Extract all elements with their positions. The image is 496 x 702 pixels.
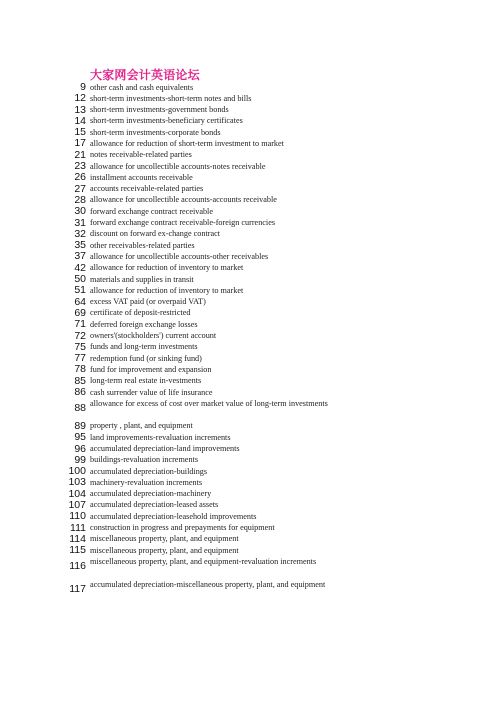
line-number: 51 bbox=[74, 284, 86, 297]
list-item bbox=[0, 477, 496, 488]
line-number: 50 bbox=[74, 273, 86, 286]
account-name: owners'(stockholders') current account bbox=[90, 331, 217, 341]
account-name: certificate of deposit-restricted bbox=[90, 308, 191, 318]
line-number: 30 bbox=[74, 205, 86, 218]
line-number: 89 bbox=[74, 419, 86, 432]
line-number: 115 bbox=[69, 544, 86, 557]
account-name: land improvements-revaluation increments bbox=[90, 432, 231, 442]
account-name: allowance for reduction of inventory to market bbox=[90, 263, 244, 273]
line-number: 110 bbox=[69, 510, 86, 523]
line-number: 35 bbox=[74, 239, 86, 252]
account-name: accumulated depreciation-machinery bbox=[90, 489, 212, 499]
account-name: notes receivable-related parties bbox=[90, 150, 192, 160]
line-number: 117 bbox=[69, 583, 86, 596]
line-number: 107 bbox=[68, 498, 86, 511]
account-name: allowance for uncollectible accounts-other receivables bbox=[90, 251, 269, 261]
account-name: long-term real estate in-vestments bbox=[90, 376, 202, 386]
list-item bbox=[0, 545, 496, 556]
line-number: 103 bbox=[68, 476, 86, 489]
line-number: 14 bbox=[74, 114, 86, 127]
account-name: allowance for reduction of short-term investment to market bbox=[90, 138, 284, 148]
account-name: accumulated depreciation-buildings bbox=[90, 466, 208, 476]
list-item bbox=[0, 432, 496, 443]
list-item bbox=[0, 579, 496, 602]
account-name: cash surrender value of life insurance bbox=[90, 387, 213, 397]
account-name: excess VAT paid (or overpaid VAT) bbox=[90, 297, 206, 307]
line-number: 99 bbox=[74, 453, 86, 466]
account-name: redemption fund (or sinking fund) bbox=[90, 353, 202, 363]
line-number: 71 bbox=[74, 318, 86, 331]
account-name: fund for improvement and expansion bbox=[90, 364, 212, 374]
line-number: 85 bbox=[74, 374, 86, 387]
line-number: 15 bbox=[74, 126, 86, 139]
line-number: 28 bbox=[74, 193, 86, 206]
line-number: 114 bbox=[69, 532, 86, 545]
account-name: accumulated depreciation-leased assets bbox=[90, 500, 219, 510]
account-name: materials and supplies in transit bbox=[90, 274, 194, 284]
account-name: allowance for uncollectible accounts-accounts receivable bbox=[90, 195, 277, 205]
line-number: 111 bbox=[70, 521, 86, 534]
line-number: 31 bbox=[74, 216, 86, 229]
list-item bbox=[0, 319, 496, 330]
account-name: machinery-revaluation increments bbox=[90, 477, 203, 487]
line-number: 78 bbox=[74, 363, 86, 376]
account-name: accounts receivable-related parties bbox=[90, 184, 204, 194]
line-number: 17 bbox=[74, 137, 86, 150]
account-name: installment accounts receivable bbox=[90, 172, 193, 182]
account-name: construction in progress and prepayments for equipment bbox=[90, 523, 275, 533]
line-number: 96 bbox=[74, 442, 86, 455]
list-item bbox=[0, 511, 496, 522]
line-number: 77 bbox=[74, 352, 86, 365]
account-list bbox=[0, 82, 496, 602]
line-number: 116 bbox=[69, 560, 86, 573]
account-name: other receivables-related parties bbox=[90, 240, 195, 250]
account-name: forward exchange contract receivable-foreign currencies bbox=[90, 218, 276, 228]
line-number: 88 bbox=[74, 402, 86, 415]
list-item bbox=[0, 93, 496, 104]
account-name: miscellaneous property, plant, and equipment-revaluation increments bbox=[90, 556, 317, 566]
line-number: 86 bbox=[74, 386, 86, 399]
line-number: 13 bbox=[74, 103, 86, 116]
line-number: 12 bbox=[74, 92, 86, 105]
line-number: 95 bbox=[74, 431, 86, 444]
line-number: 32 bbox=[74, 227, 86, 240]
account-name: accumulated depreciation-miscellaneous property, plant, and equipment bbox=[90, 579, 326, 589]
line-number: 64 bbox=[74, 295, 86, 308]
account-name: allowance for reduction of inventory to market bbox=[90, 285, 244, 295]
account-name: buildings-revaluation increments bbox=[90, 455, 199, 465]
account-name: discount on forward ex-change contract bbox=[90, 229, 221, 239]
line-number: 9 bbox=[80, 81, 86, 93]
line-number: 100 bbox=[68, 465, 86, 478]
line-number: 42 bbox=[74, 261, 86, 274]
list-item bbox=[0, 285, 496, 296]
line-number: 72 bbox=[74, 329, 86, 342]
list-item bbox=[0, 398, 496, 421]
line-number: 104 bbox=[68, 487, 86, 500]
list-item bbox=[0, 387, 496, 398]
account-name: property , plant, and equipment bbox=[90, 421, 193, 431]
page-title: 大家网会计英语论坛 bbox=[90, 68, 200, 82]
line-number: 21 bbox=[74, 148, 86, 161]
line-number: 26 bbox=[74, 171, 86, 184]
line-number: 23 bbox=[74, 160, 86, 173]
list-item bbox=[0, 206, 496, 217]
account-name: short-term investments-government bonds bbox=[90, 105, 229, 115]
line-number: 27 bbox=[74, 182, 86, 195]
account-name: miscellaneous property, plant, and equipment bbox=[90, 545, 239, 555]
account-name: forward exchange contract receivable bbox=[90, 206, 213, 216]
line-number: 37 bbox=[74, 250, 86, 263]
account-name: other cash and cash equivalents bbox=[90, 82, 194, 92]
list-item bbox=[0, 172, 496, 183]
account-name: short-term investments-short-term notes and bills bbox=[90, 93, 252, 103]
list-item bbox=[0, 556, 496, 579]
line-number: 69 bbox=[74, 306, 86, 319]
line-number: 75 bbox=[74, 340, 86, 353]
account-name: accumulated depreciation-land improvements bbox=[90, 444, 240, 453]
account-name: funds and long-term investments bbox=[90, 342, 198, 352]
account-name: miscellaneous property, plant, and equipment bbox=[90, 534, 239, 544]
account-name: short-term investments-beneficiary certificates bbox=[90, 116, 243, 126]
account-name: allowance for excess of cost over market value of long-term investments bbox=[90, 398, 328, 408]
account-name: accumulated depreciation-leasehold improvements bbox=[90, 511, 257, 521]
account-name: allowance for uncollectible accounts-notes receivable bbox=[90, 161, 266, 171]
account-name: short-term investments-corporate bonds bbox=[90, 127, 221, 137]
account-name: deferred foreign exchange losses bbox=[90, 319, 198, 329]
